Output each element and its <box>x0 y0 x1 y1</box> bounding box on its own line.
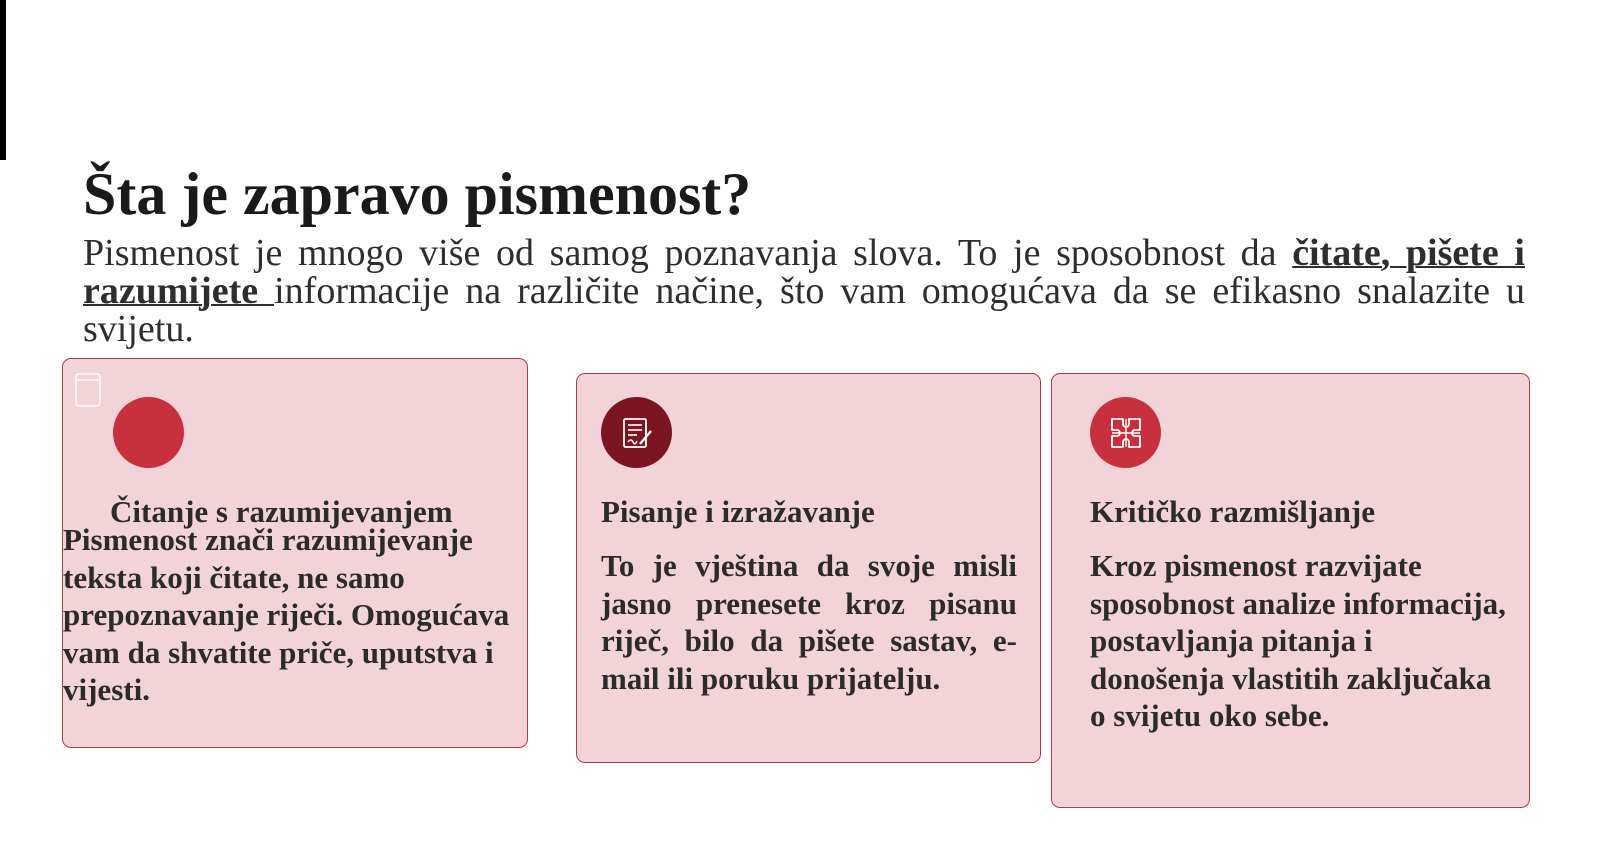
writing-icon-circle <box>601 397 672 468</box>
puzzle-icon <box>1108 415 1144 451</box>
card-critical-thinking <box>1051 373 1530 808</box>
card-reading-title: Čitanje s razumijevanjem <box>110 494 453 529</box>
intro-emphasis: čitate, pišete i razumijete <box>83 232 1525 312</box>
reading-icon-circle <box>113 397 184 468</box>
intro-text-start: Pismenost je mnogo više od samog poznavanja slova. To je sposobnost da <box>83 232 1293 274</box>
left-edge-bar <box>0 0 6 160</box>
card-writing-title: Pisanje i izražavanje <box>601 494 875 529</box>
thinking-icon-circle <box>1090 397 1161 468</box>
intro-text-end: informacije na različite načine, što vam omogućava da se efikasno snalazite u svijetu. <box>83 270 1525 350</box>
card-writing <box>576 373 1041 763</box>
card-reading-text: Pismenost znači razumijevanje teksta koji čitate, ne samo prepoznavanje riječi. Omogućava vam da shvatite priče, uputstva i vijesti. <box>63 522 510 707</box>
book-icon <box>75 373 101 407</box>
writing-document-icon <box>619 415 655 451</box>
card-writing-text: To je vještina da svoje misli jasno prenesete kroz pisanu riječ, bilo da pišete sastav, e-mail ili poruku prijatelju. <box>601 548 1017 696</box>
card-thinking-text: Kroz pismenost razvijate sposobnost analize informacija, postavljanja pitanja i donošenja vlastitih zaključaka o svijetu oko sebe. <box>1090 548 1506 733</box>
page-title: Šta je zapravo pismenost? <box>83 161 752 227</box>
card-reading <box>62 358 528 748</box>
card-thinking-title: Kritičko razmišljanje <box>1090 494 1375 529</box>
intro-paragraph <box>83 234 1525 348</box>
